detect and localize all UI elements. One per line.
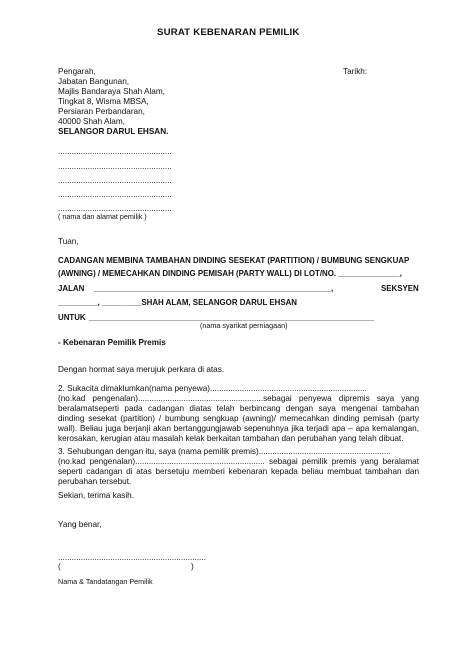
signature-line: ................................................................. <box>58 553 206 562</box>
recipient-line: Pengarah, <box>58 67 96 76</box>
sign-off: Yang benar, <box>58 520 102 529</box>
recipient-state: SELANGOR DARUL EHSAN. <box>58 127 169 136</box>
paragraph-2-first-line: 2. Sukacita dimaklumkan(nama penyewa)..................................................................... <box>58 384 367 393</box>
salutation: Tuan, <box>58 237 79 246</box>
jalan-field: ______________________________________________________, <box>94 284 334 293</box>
section-heading: - Kebenaran Pemilik Premis <box>58 338 166 347</box>
owner-dotted-line: .................................................. <box>58 147 172 156</box>
signature-caption: Nama & Tandatangan Pemilik <box>58 577 153 586</box>
paragraph-3-first-line: 3. Sehubungan dengan itu, saya (nama pemilik premis).......................................................... <box>58 447 391 456</box>
owner-dotted-line: .................................................. <box>58 204 172 213</box>
recipient-line: Majlis Bandaraya Shah Alam, <box>58 87 165 96</box>
signature-close-paren: ) <box>191 562 194 571</box>
untuk-label: UNTUK <box>58 313 86 322</box>
company-caption: (nama syarikat perniagaan) <box>200 321 288 330</box>
recipient-line: Tingkat 8, Wisma MBSA, <box>58 97 149 106</box>
untuk-field: _________________________________________________________________ <box>89 313 375 322</box>
paragraph-2: (no.kad pengenalan).......................................................sebagai penyewa dipremis saya yang beralamatseperti pada cadangan diatas telah berbincang dengan saya mengenai tambahan dinding sesekat (partition) / bumbung sengkuap (awning)/ memecahkan dinding pemisah (party wall). Beliau juga berjanji akan bertanggungjawab sepenuhnya jika terjadi apa – apa kemalangan, kerosakan, kerugian atau masalah kelak berkaitan tambahan dan perubahan yang telah dibuat. <box>58 394 419 443</box>
subject-line: CADANGAN MEMBINA TAMBAHAN DINDING SESEKAT (PARTITION) / BUMBUNG SENGKUAP <box>58 256 410 265</box>
owner-dotted-line: .................................................. <box>58 190 172 199</box>
paragraph-3: (no.kad pengenalan)......................................................... sebagai pemilik premis yang beralamat seperti cadangan di atas bersetuju memberi kebenaran kepada beliau membuat tambahan dan perubahan tersebut. <box>58 457 419 486</box>
seksyen-label: SEKSYEN <box>381 284 419 293</box>
owner-dotted-line: .................................................. <box>58 176 172 185</box>
closing: Sekian, terima kasih. <box>58 491 134 500</box>
owner-caption: ( nama dan alamat pemilik ) <box>58 212 147 221</box>
owner-dotted-line: .................................................. <box>58 162 172 171</box>
recipient-line: 40000 Shah Alam, <box>58 117 125 126</box>
signature-open-paren: ( <box>58 562 61 571</box>
page-title: SURAT KEBENARAN PEMILIK <box>157 27 300 38</box>
jalan-label: JALAN <box>58 284 85 293</box>
subject-line: (AWNING) / MEMECAHKAN DINDING PEMISAH (PARTY WALL) DI LOT/NO. ______________, <box>58 269 402 278</box>
recipient-line: Persiaran Perbandaran, <box>58 107 145 116</box>
body-opening: Dengan hormat saya merujuk perkara di atas. <box>58 365 225 374</box>
recipient-line: Jabatan Bangunan, <box>58 77 130 86</box>
subject-line: _________, _________SHAH ALAM, SELANGOR DARUL EHSAN <box>58 298 297 307</box>
date-label: Tarikh: <box>343 67 368 76</box>
